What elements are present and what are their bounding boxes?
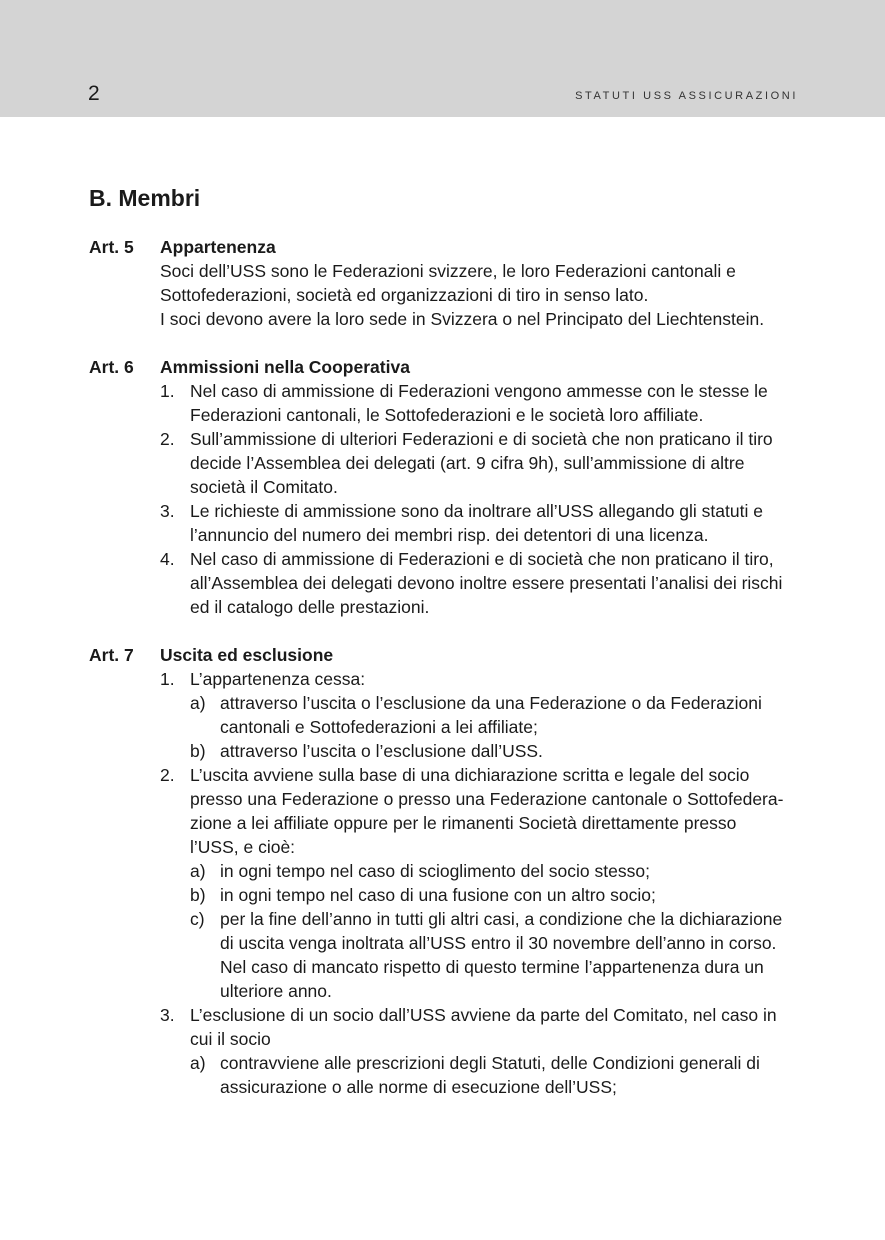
text-line: L’esclusione di un socio dall’USS avviene da parte del Comitato, nel caso in xyxy=(190,1005,777,1025)
page-header xyxy=(0,0,885,117)
subitem-letter: a) xyxy=(190,861,206,881)
numbered-item xyxy=(160,427,800,499)
text-line: attraverso l’uscita o l’esclusione da una Federazione o da Federazioni xyxy=(220,693,762,713)
text-line: l’USS, e cioè: xyxy=(190,837,296,857)
article-number: Art. 7 xyxy=(89,645,134,665)
article-title: Ammissioni nella Cooperativa xyxy=(160,357,410,377)
page-number: 2 xyxy=(88,82,100,105)
item-number: 2. xyxy=(160,765,175,785)
text-line: L’uscita avviene sulla base di una dichiarazione scritta e legale del socio xyxy=(190,765,750,785)
text-line: assicurazione o alle norme di esecuzione dell’USS; xyxy=(220,1077,617,1097)
text-line: l’annuncio del numero dei membri risp. dei detentori di una licenza. xyxy=(190,525,709,545)
article-number: Art. 6 xyxy=(89,357,134,377)
text-line: in ogni tempo nel caso di scioglimento del socio stesso; xyxy=(220,861,650,881)
text-line: Sottofederazioni, società ed organizzazioni di tiro in senso lato. xyxy=(160,285,649,305)
text-line: cantonali e Sottofederazioni a lei affiliate; xyxy=(220,717,538,737)
article-body xyxy=(160,355,800,619)
subitem-letter: a) xyxy=(190,1053,206,1073)
text-line: Federazioni cantonali, le Sottofederazioni e le società loro affiliate. xyxy=(190,405,704,425)
lettered-subitem xyxy=(190,859,800,883)
item-number: 3. xyxy=(160,1005,175,1025)
lettered-subitem xyxy=(190,1051,800,1099)
article-paragraph xyxy=(160,259,800,331)
running-title: STATUTI USS ASSICURAZIONI xyxy=(575,90,798,102)
text-line: Sull’ammissione di ulteriori Federazioni e di società che non praticano il tiro xyxy=(190,429,773,449)
text-line: Soci dell’USS sono le Federazioni svizzere, le loro Federazioni cantonali e xyxy=(160,261,736,281)
text-line: I soci devono avere la loro sede in Svizzera o nel Principato del Liechtenstein. xyxy=(160,309,765,329)
text-line: di uscita venga inoltrata all’USS entro il 30 novembre dell’anno in corso. xyxy=(220,933,777,953)
numbered-item xyxy=(160,547,800,619)
text-line: ulteriore anno. xyxy=(220,981,332,1001)
text-line: Nel caso di ammissione di Federazioni e di società che non praticano il tiro, xyxy=(190,549,774,569)
lettered-subitem xyxy=(190,883,800,907)
article-body xyxy=(160,235,800,331)
text-line: all’Assemblea dei delegati devono inoltre essere presentati l’analisi dei rischi xyxy=(190,573,783,593)
text-line: cui il socio xyxy=(190,1029,271,1049)
item-number: 2. xyxy=(160,429,175,449)
lettered-subitem xyxy=(190,739,800,763)
numbered-item xyxy=(160,379,800,427)
lettered-subitem xyxy=(190,907,800,1003)
item-number: 3. xyxy=(160,501,175,521)
text-line: ed il catalogo delle prestazioni. xyxy=(190,597,430,617)
text-line: per la fine dell’anno in tutti gli altri casi, a condizione che la dichiarazione xyxy=(220,909,783,929)
item-number: 1. xyxy=(160,669,175,689)
text-line: Nel caso di mancato rispetto di questo termine l’appartenenza dura un xyxy=(220,957,764,977)
text-line: società il Comitato. xyxy=(190,477,338,497)
article-title: Uscita ed esclusione xyxy=(160,645,334,665)
numbered-item xyxy=(160,763,800,1003)
article-body xyxy=(160,643,800,1099)
text-line: presso una Federazione o presso una Federazione cantonale o Sottofedera- xyxy=(190,789,784,809)
item-number: 4. xyxy=(160,549,175,569)
item-number: 1. xyxy=(160,381,175,401)
text-line: attraverso l’uscita o l’esclusione dall’USS. xyxy=(220,741,543,761)
text-line: Le richieste di ammissione sono da inoltrare all’USS allegando gli statuti e xyxy=(190,501,763,521)
subitem-letter: b) xyxy=(190,741,206,761)
subitem-letter: a) xyxy=(190,693,206,713)
lettered-subitem xyxy=(190,691,800,739)
subitem-letter: b) xyxy=(190,885,206,905)
text-line: Nel caso di ammissione di Federazioni vengono ammesse con le stesse le xyxy=(190,381,768,401)
numbered-item xyxy=(160,667,800,763)
article-number: Art. 5 xyxy=(89,237,134,257)
subitem-letter: c) xyxy=(190,909,205,929)
numbered-item xyxy=(160,499,800,547)
numbered-item xyxy=(160,1003,800,1099)
text-line: decide l’Assemblea dei delegati (art. 9 cifra 9h), sull’ammissione di altre xyxy=(190,453,745,473)
text-line: L’appartenenza cessa: xyxy=(190,669,366,689)
article-title: Appartenenza xyxy=(160,237,276,257)
text-line: zione a lei affiliate oppure per le rimanenti Società direttamente presso xyxy=(190,813,737,833)
text-line: in ogni tempo nel caso di una fusione con un altro socio; xyxy=(220,885,656,905)
text-line: contravviene alle prescrizioni degli Statuti, delle Condizioni generali di xyxy=(220,1053,760,1073)
section-heading: B. Membri xyxy=(89,185,201,211)
